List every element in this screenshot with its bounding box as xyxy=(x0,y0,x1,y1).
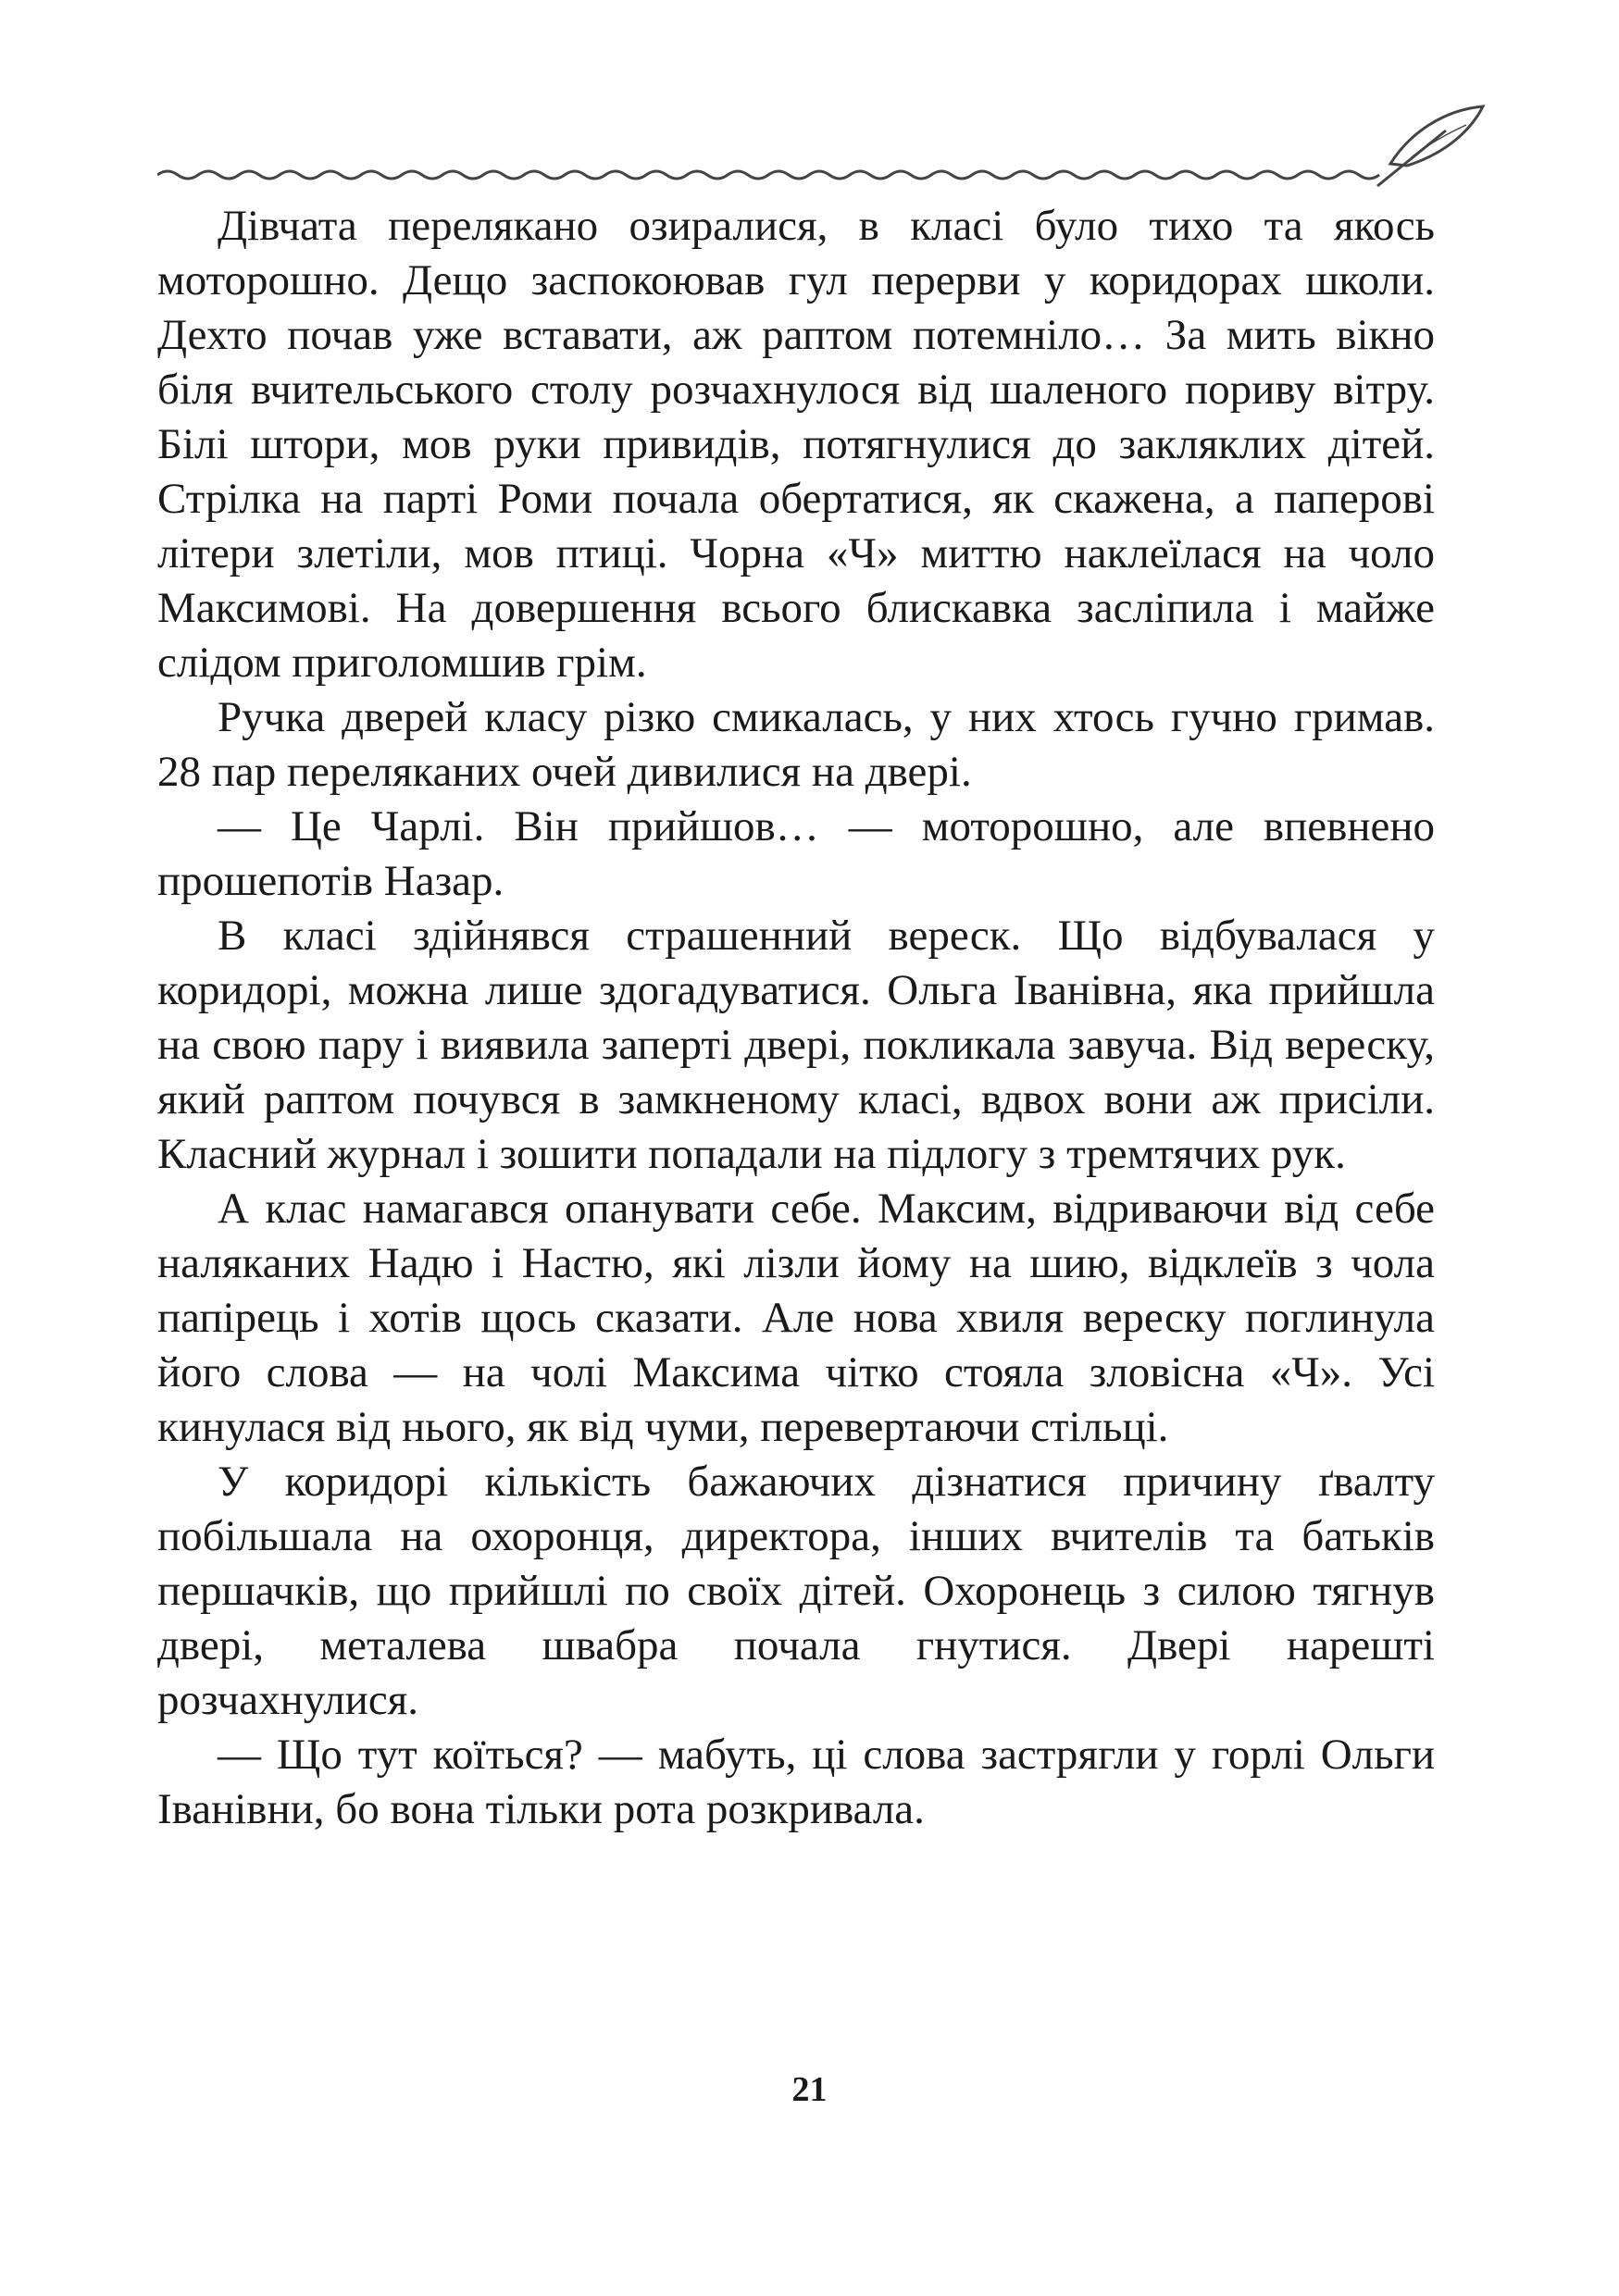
wavy-line xyxy=(157,171,1379,179)
body-text xyxy=(157,199,1435,1837)
paragraph: Дівчата перелякано озиралися, в класі було тихо та якось моторошно. Дещо заспокоював гул перерви у коридорах школи. Дехто почав уже вставати, аж раптом потемніло… За мить вікно біля вчительського столу розчахнулося від шаленого пориву вітру. Білі штори, мов руки привидів, потягнулися до закляклих дітей. Стрілка на парті Роми почала обертатися, як скажена, а паперові літери злетіли, мов птиці. Чорна «Ч» миттю наклеїлася на чоло Максимові. На довершення всього блискавка засліпила і майже слідом приголомшив грім. xyxy=(157,202,1435,687)
paragraph: А клас намагався опанувати себе. Максим, відриваючи від себе наляканих Надю і Настю, які лізли йому на шию, відклеїв з чола папірець і хотів щось сказати. Але нова хвиля вереску поглинула його слова — на чолі Максима чітко стояла зловісна «Ч». Усі кинулася від нього, як від чуми, перевертаючи стільці. xyxy=(157,1185,1435,1451)
feather-quill-icon xyxy=(1377,106,1483,186)
paragraph: — Що тут коїться? — мабуть, ці слова застрягли у горлі Ольги Іванівни, бо вона тільки рота розкривала. xyxy=(157,1731,1435,1833)
paragraph: — Це Чарлі. Він прийшов… — моторошно, але впевнено прошепотів Назар. xyxy=(157,802,1435,905)
page-number: 21 xyxy=(791,2070,828,2109)
paragraph: В класі здійнявся страшенний вереск. Що відбувалася у коридорі, можна лише здогадуватися. Ольга Іванівна, яка прийшла на свою пару і виявила заперті двері, покликала завуча. Від вереску, який раптом почувся в замкненому класі, вдвох вони аж присіли. Класний журнал і зошити попадали на підлогу з тремтячих рук. xyxy=(157,912,1435,1178)
paragraph: У коридорі кількість бажаючих дізнатися причину ґвалту побільшала на охоронця, директора, інших вчителів та батьків першачків, що прийшлі по своїх дітей. Охоронець з силою тягнув двері, металева швабра почала гнутися. Двері нарешті розчахнулися. xyxy=(157,1458,1435,1724)
paragraph: Ручка дверей класу різко смикалась, у них хтось гучно гримав. 28 пар переляканих очей дивилися на двері. xyxy=(157,693,1435,796)
header-ornament xyxy=(157,97,1500,199)
